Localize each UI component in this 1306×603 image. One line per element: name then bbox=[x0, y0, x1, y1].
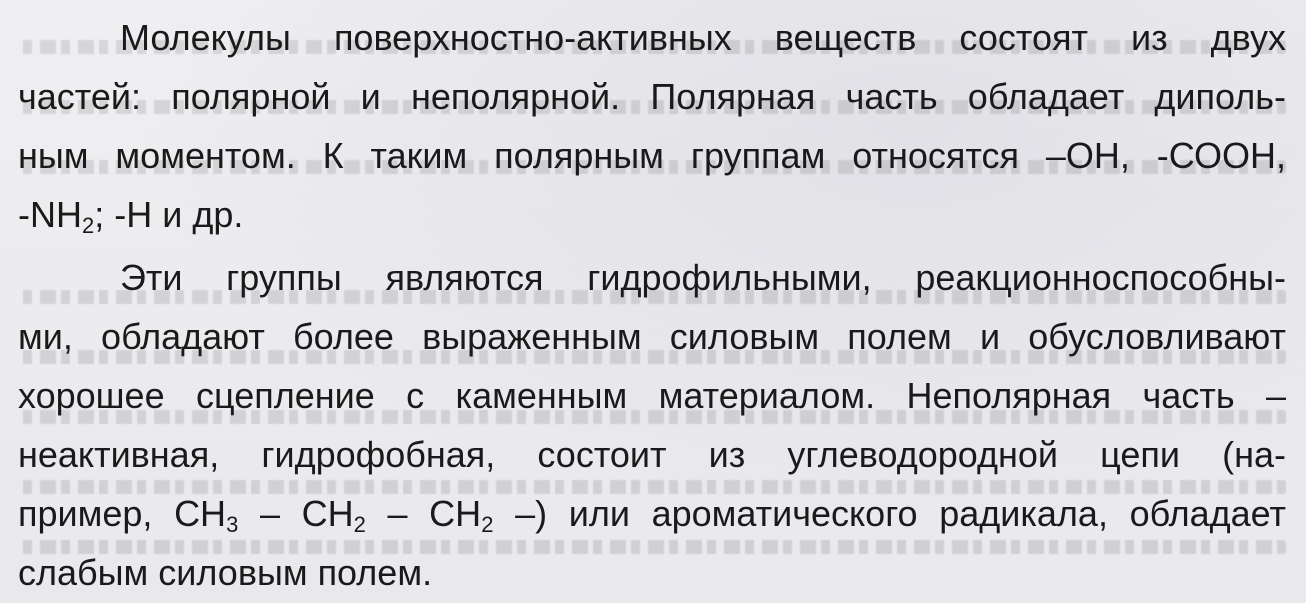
formula-sub-3: 2 bbox=[481, 512, 494, 537]
paragraph-2-line-1: Эти группы являются гидрофильными, реакционноспособны- bbox=[120, 257, 1286, 298]
paragraph-1-line-3: ным моментом. К таким полярным группам относятся –ОН, -СООН, bbox=[18, 135, 1286, 176]
body-text bbox=[18, 8, 1286, 602]
paragraph-2-line-4: неактивная, гидрофобная, состоит из углеводородной цепи (на- bbox=[18, 434, 1286, 475]
paragraph-2-line-3: хорошее сцепление с каменным материалом. Неполярная часть – bbox=[18, 375, 1286, 416]
paragraph-2-final-line: слабым силовым полем. bbox=[18, 552, 433, 593]
formula-part-4: –) или ароматического радикала, обладает bbox=[493, 493, 1286, 534]
paragraph-1-line-2: частей: полярной и неполярной. Полярная часть обладает диполь- bbox=[18, 76, 1286, 117]
formula-part-2: – СН bbox=[238, 493, 354, 534]
formula-sub-1: 3 bbox=[226, 512, 239, 537]
paragraph-2-line-2: ми, обладают более выраженным силовым полем и обусловливают bbox=[18, 316, 1286, 357]
formula-nh-suffix: ; -Н и др. bbox=[94, 194, 244, 235]
formula-sub-2: 2 bbox=[353, 512, 366, 537]
formula-nh-prefix: -NH bbox=[18, 194, 82, 235]
formula-part-1: пример, СН bbox=[18, 493, 227, 534]
formula-part-3: – СН bbox=[365, 493, 482, 534]
paragraph-2-formula-line bbox=[18, 484, 1286, 543]
paragraph-1-line-1: Молекулы поверхностно-активных веществ состоят из двух bbox=[120, 17, 1286, 58]
paragraph-1-line-4 bbox=[18, 185, 1286, 244]
formula-nh-subscript: 2 bbox=[81, 213, 95, 238]
